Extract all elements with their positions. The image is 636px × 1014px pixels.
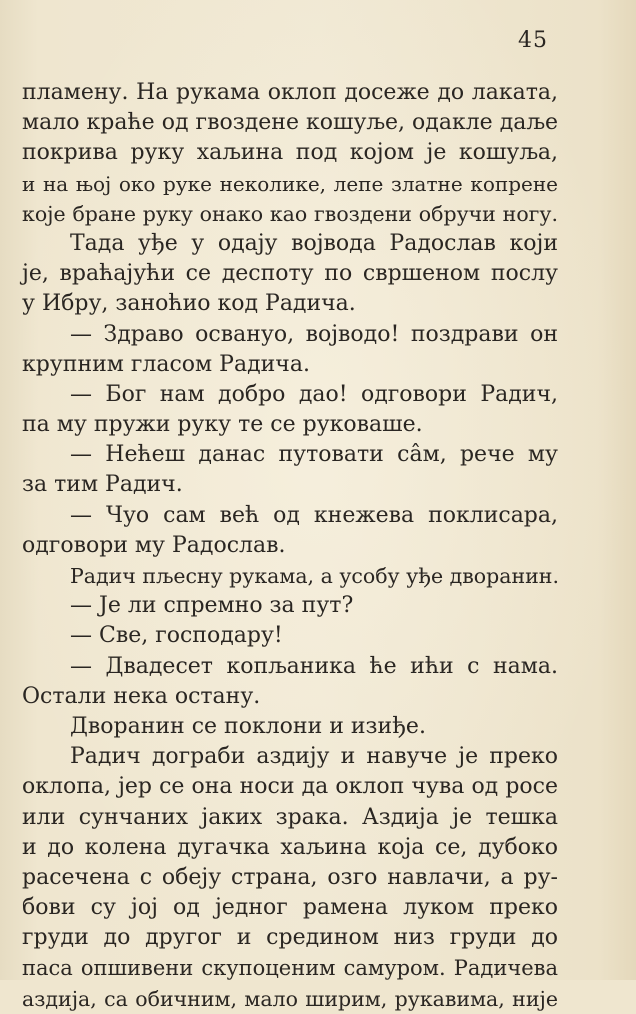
- text-line: Остали нека остану.: [22, 683, 261, 709]
- text-line: — Нећеш данас путовати сâм, рече му: [70, 442, 558, 468]
- text-line: Тада уђе у одају војвода Радослав који: [70, 230, 558, 256]
- text-line: — Је ли спремно за пут?: [70, 593, 354, 619]
- text-line: бови су јој од једног рамена луком преко: [22, 895, 558, 921]
- text-line: покрива руку хаљина под којом је кошуља,: [22, 140, 558, 166]
- text-line: аздија, са обичним, мало ширим, рукавима, није: [22, 986, 558, 1011]
- text-line: — Двадесет копљаника ће ићи с нама.: [70, 653, 558, 679]
- text-line: оклопа, јер се она носи да оклоп чува од росе: [22, 774, 558, 800]
- text-line: груди до другог и средином низ груди до: [22, 925, 558, 951]
- text-line: расечена с обеју страна, озго навлачи, а ру-: [22, 864, 558, 890]
- body-text: [22, 78, 558, 1014]
- text-line: — Бог нам добро дао! одговори Радич,: [70, 381, 558, 407]
- text-line: Радич дограби аздију и навуче је преко: [70, 744, 558, 770]
- text-line: — Здраво освануо, војводо! поздрави он: [70, 321, 558, 347]
- text-line: у Ибру, заноћио код Радича.: [22, 291, 356, 317]
- text-line: и до колена дугачка хаљина која се, дубоко: [22, 834, 558, 860]
- text-line: или сунчаних јаких зрака. Аздија је тешка: [22, 804, 558, 830]
- page-number: 45: [518, 28, 548, 53]
- text-line: и на њој око руке неколике, лепе златне копрене: [22, 171, 558, 196]
- text-line: — Чуо сам већ од кнежева поклисара,: [70, 502, 558, 528]
- text-line: пламену. На рукама оклоп досеже до лаката,: [22, 80, 558, 105]
- text-line: па му пружи руку те се руковаше.: [22, 412, 423, 438]
- text-line: паса опшивени скупоценим самуром. Радичева: [22, 956, 558, 981]
- text-line: мало краће од гвоздене кошуље, одакле даље: [22, 110, 558, 136]
- text-line: — Све, господару!: [70, 623, 283, 649]
- text-line: је, враћајући се деспоту по свршеном послу: [22, 261, 558, 287]
- text-line: Радич пљесну рукама, а усобу уђе дворанин.: [70, 564, 559, 588]
- text-line: крупним гласом Радича.: [22, 351, 310, 377]
- text-line: одговори му Радослав.: [22, 532, 286, 558]
- text-line: за тим Радич.: [22, 472, 183, 498]
- text-line: које бране руку онако као гвоздени обручи ногу.: [22, 201, 558, 226]
- text-line: Дворанин се поклони и изиђе.: [70, 713, 426, 739]
